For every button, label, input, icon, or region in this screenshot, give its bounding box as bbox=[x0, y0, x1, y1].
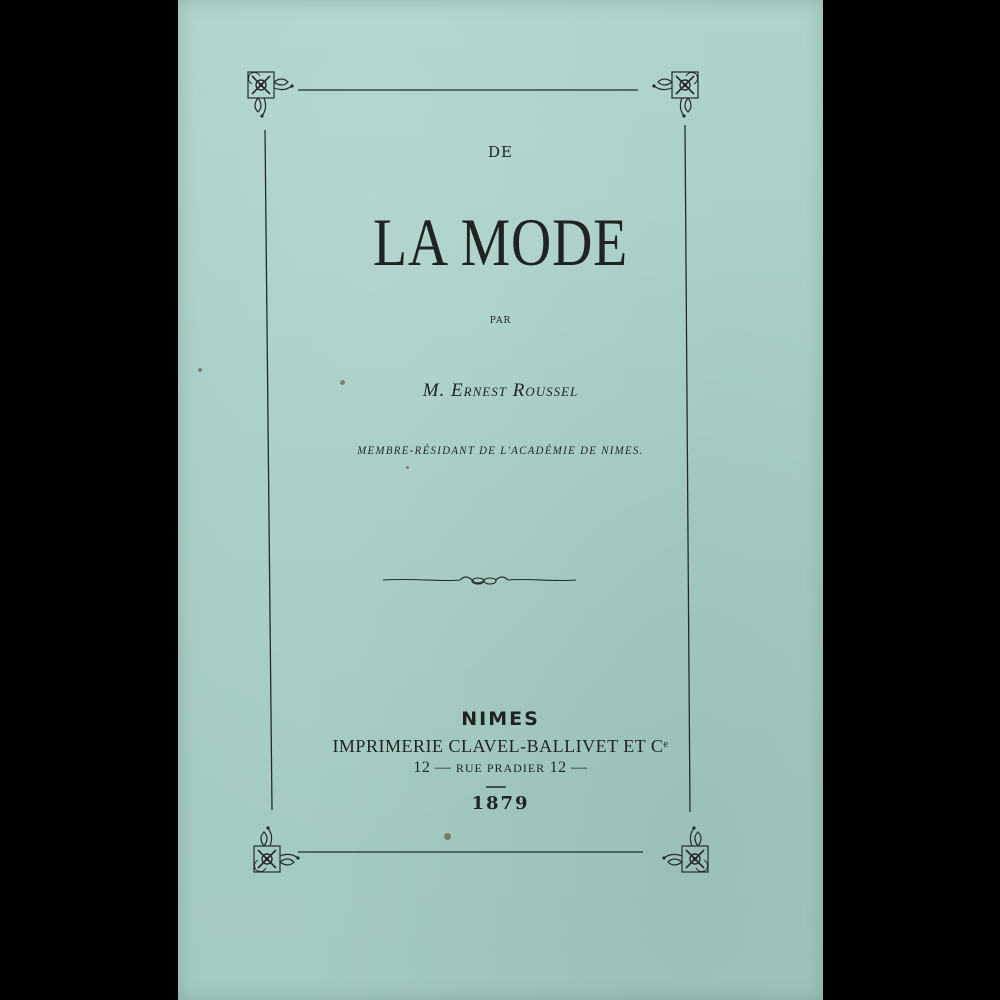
decorative-divider bbox=[383, 577, 576, 584]
address-dash-left: — bbox=[434, 759, 452, 776]
by-label: PAR bbox=[489, 316, 512, 326]
address-number-right: 12 bbox=[549, 759, 567, 776]
author-name: M. Ernest Roussel bbox=[422, 380, 579, 401]
corner-ornament-bottom-left bbox=[254, 826, 300, 872]
address-number-left: 12 bbox=[413, 759, 431, 776]
book-title: LA MODE bbox=[372, 204, 629, 280]
printer-name: IMPRIMERIE CLAVEL-BALLIVET ET Cᵉ bbox=[332, 736, 669, 756]
publication-city: NIMES bbox=[461, 708, 540, 730]
author-affiliation: MEMBRE-RÉSIDANT DE L'ACADÉMIE DE NIMES. bbox=[357, 443, 644, 457]
foxing-spot bbox=[444, 833, 451, 840]
address-dash-right: — bbox=[571, 759, 588, 776]
title-preposition: DE bbox=[488, 143, 513, 161]
corner-ornament-top-left bbox=[248, 72, 294, 118]
foxing-spot bbox=[198, 368, 202, 372]
foxing-spot bbox=[340, 380, 345, 385]
corner-ornament-top-right bbox=[652, 72, 698, 118]
foxing-spot bbox=[406, 466, 409, 469]
printer-address bbox=[178, 759, 823, 777]
book-cover bbox=[178, 0, 823, 1000]
corner-ornament-bottom-right bbox=[662, 826, 708, 872]
address-street: RUE PRADIER bbox=[455, 761, 546, 775]
publication-year: 1879 bbox=[471, 793, 530, 814]
